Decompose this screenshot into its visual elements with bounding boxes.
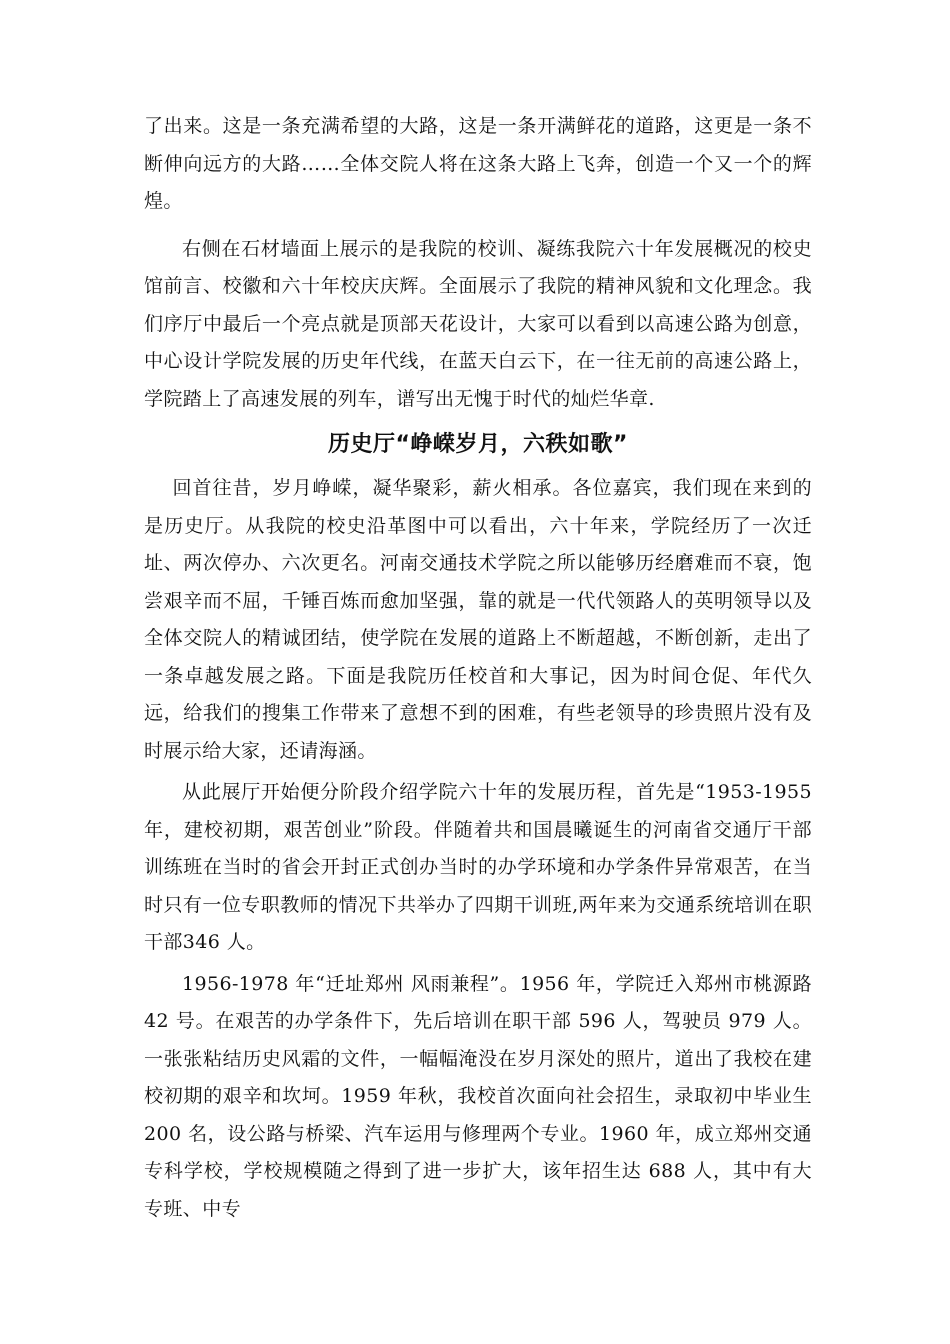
section-title-history-hall: 历史厅“峥嵘岁月，六秩如歌”	[328, 432, 628, 457]
paragraph-right-wall-display: 右侧在石材墙面上展示的是我院的校训、凝练我院六十年发展概况的校史馆前言、校徽和六十年校庆庆辉。全面展示了我院的精神风貌和文化理念。我们序厅中最后一个亮点就是顶部天花设计，大家可以看到以高速公路为创意，中心设计学院发展的历史年代线，在蓝天白云下，在一往无前的高速公路上，学院踏上了高速发展的列车，谱写出无愧于时代的灿烂华章.	[144, 237, 812, 410]
paragraph-history-hall-intro: 回首往昔，岁月峥嵘，凝华聚彩，薪火相承。各位嘉宾，我们现在来到的是历史厅。从我院的校史沿革图中可以看出，六十年来，学院经历了一次迁址、两次停办、六次更名。河南交通技术学院之所以能够历经磨难而不衰，饱尝艰辛而不屈，千锤百炼而愈加坚强，靠的就是一代代领路人的英明领导以及全体交院人的精诚团结，使学院在发展的道路上不断超越，不断创新，走出了一条卓越发展之路。下面是我院历任校首和大事记，因为时间仓促、年代久远，给我们的搜集工作带来了意想不到的困难，有些老领导的珍贵照片没有及时展示给大家，还请海涵。	[144, 477, 812, 762]
document-body	[144, 108, 812, 1228]
paragraph-continuation: 了出来。这是一条充满希望的大路，这是一条开满鲜花的道路，这更是一条不断伸向远方的大路……全体交院人将在这条大路上飞奔，创造一个又一个的辉煌。	[144, 115, 812, 212]
paragraph-development-stages: 从此展厅开始便分阶段介绍学院六十年的发展历程，首先是“1953-1955 年，建校初期，艰苦创业”阶段。伴随着共和国晨曦诞生的河南省交通厅干部训练班在当时的省会开封正式创办当时的办学环境和办学条件异常艰苦，在当时只有一位专职教师的情况下共举办了四期干训班,两年来为交通系统培训在职干部346 人。	[144, 781, 812, 953]
paragraph-1956-1978: 1956-1978 年“迁址郑州 风雨兼程”。1956 年，学院迁入郑州市桃源路 42 号。在艰苦的办学条件下，先后培训在职干部 596 人，驾驶员 979 人。一张张粘结历史风霜的文件，一幅幅淹没在岁月深处的照片，道出了我校在建校初期的艰辛和坎坷。1959 年秋，我校首次面向社会招生，录取初中毕业生 200 名，设公路与桥梁、汽车运用与修理两个专业。1960 年，成立郑州交通专科学校，学校规模随之得到了进一步扩大，该年招生达 688 人，其中有大专班、中专	[144, 972, 812, 1220]
